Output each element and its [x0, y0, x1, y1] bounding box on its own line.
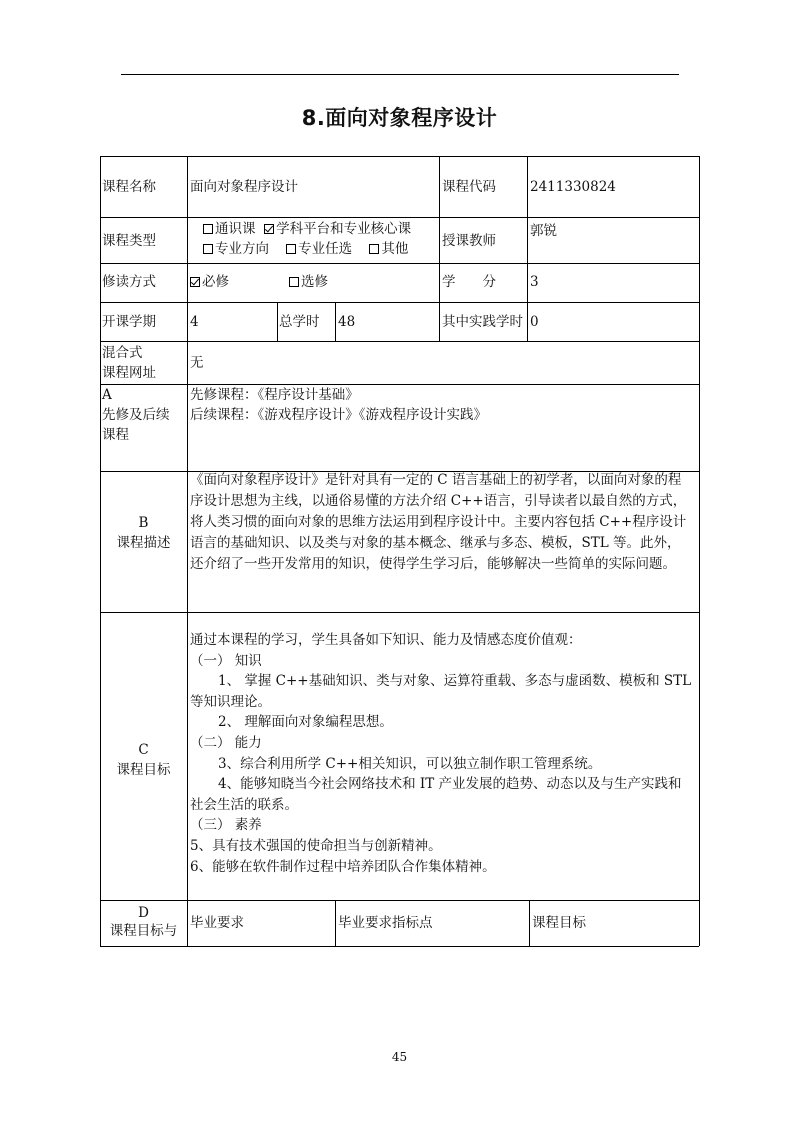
header-graduation-requirement: 毕业要求 [190, 915, 244, 931]
label-prereq [102, 385, 170, 445]
option-required[interactable]: 必修 [190, 272, 229, 292]
label-hours: 总学时 [279, 314, 320, 330]
value-credit: 3 [530, 274, 539, 290]
goal-line: 3、综合利用所学 C++相关知识，可以独立制作职工管理系统。 [218, 755, 602, 772]
label-prereq-line2: 课程 [102, 427, 129, 443]
label-description [100, 513, 187, 553]
description-text [190, 470, 698, 575]
goal-line: （二） 能力 [190, 734, 262, 751]
label-practice: 其中实践学时 [442, 314, 523, 330]
value-course-code: 2411330824 [530, 179, 616, 195]
mapping-label: 课程目标与 [109, 923, 178, 939]
description-line: 语言的基础知识、以及类与对象的基本概念、继承与多态、模板，STL 等。此外， [190, 535, 681, 551]
value-teacher: 郭锐 [530, 223, 557, 239]
goals-letter: C [138, 742, 149, 758]
description-line: 将人类习惯的面向对象的思维方法运用到程序设计中。主要内容包括 C++程序设计 [190, 514, 687, 530]
label-goals [100, 740, 187, 780]
prereq-letter: A [102, 387, 112, 403]
option-other[interactable]: 其他 [369, 241, 408, 257]
course-type-options [203, 219, 439, 259]
label-prereq-line1: 先修及后续 [102, 407, 170, 423]
goals-text [190, 630, 698, 877]
option-direction[interactable]: 专业方向 [203, 241, 269, 257]
value-practice: 0 [530, 314, 539, 330]
goal-line: 社会生活的联系。 [190, 796, 298, 813]
header-course-goal: 课程目标 [532, 915, 586, 931]
page-number: 45 [391, 1050, 408, 1064]
option-general[interactable]: 通识课 [203, 221, 256, 237]
checkbox-icon [203, 224, 213, 234]
label-mapping [100, 904, 187, 940]
header-rule [121, 74, 679, 75]
prereq-courses: 先修课程：《程序设计基础》 [190, 387, 359, 403]
checkbox-icon [289, 277, 299, 287]
prereq-content [190, 385, 487, 425]
option-optional[interactable]: 选修 [289, 272, 328, 292]
checked-checkbox-icon [190, 277, 200, 287]
description-label: 课程描述 [116, 535, 171, 551]
label-url-line1: 混合式 [102, 345, 143, 361]
value-url: 无 [190, 355, 204, 371]
label-course-type: 课程类型 [102, 233, 156, 249]
goal-line: 5、具有技术强国的使命担当与创新精神。 [190, 837, 442, 854]
goals-label: 课程目标 [116, 762, 171, 778]
goal-line: 通过本课程的学习，学生具备如下知识、能力及情感态度价值观： [190, 632, 582, 648]
checkbox-icon [286, 244, 296, 254]
page-title: 8.面向对象程序设计 [301, 106, 498, 130]
label-url-line2: 课程网址 [102, 365, 156, 381]
label-teacher: 授课教师 [442, 233, 496, 249]
label-course-code: 课程代码 [442, 179, 496, 195]
goal-line: 1、 掌握 C++基础知识、类与对象、运算符重载、多态与虚函数、模板和 STL [218, 673, 692, 690]
checked-checkbox-icon [264, 224, 274, 234]
followup-courses: 后续课程：《游戏程序设计》《游戏程序设计实践》 [190, 407, 487, 423]
value-term: 4 [190, 314, 199, 330]
description-line: 《面向对象程序设计》是针对具有一定的 C 语言基础上的初学者，以面向对象的程 [190, 472, 682, 488]
description-line: 还介绍了一些开发常用的知识，使得学生学习后，能够解决一些简单的实际问题。 [190, 556, 676, 572]
label-url [102, 343, 156, 383]
course-info-table [100, 156, 699, 946]
value-course-name: 面向对象程序设计 [190, 179, 298, 195]
option-elective[interactable]: 专业任选 [286, 241, 352, 257]
description-letter: B [138, 515, 149, 531]
label-term: 开课学期 [102, 314, 156, 330]
goal-line: 6、能够在软件制作过程中培养团队合作集体精神。 [190, 858, 496, 875]
label-study-mode: 修读方式 [102, 274, 156, 290]
label-course-name: 课程名称 [102, 179, 156, 195]
checkbox-icon [369, 244, 379, 254]
goal-line: （三） 素养 [190, 817, 262, 834]
goal-line: （一） 知识 [190, 652, 262, 669]
mapping-letter: D [138, 905, 149, 921]
goal-line: 4、能够知晓当今社会网络技术和 IT 产业发展的趋势、动态以及与生产实践和 [218, 776, 682, 793]
goal-line: 2、 理解面向对象编程思想。 [218, 714, 393, 731]
value-hours: 48 [338, 314, 356, 330]
description-line: 序设计思想为主线，以通俗易懂的方法介绍 C++语言，引导读者以最自然的方式， [190, 493, 687, 509]
goal-line: 等知识理论。 [190, 693, 271, 710]
header-requirement-indicator: 毕业要求指标点 [338, 915, 433, 931]
checkbox-icon [203, 244, 213, 254]
option-core[interactable]: 学科平台和专业核心课 [264, 221, 411, 237]
label-credit: 学 分 [442, 274, 496, 290]
